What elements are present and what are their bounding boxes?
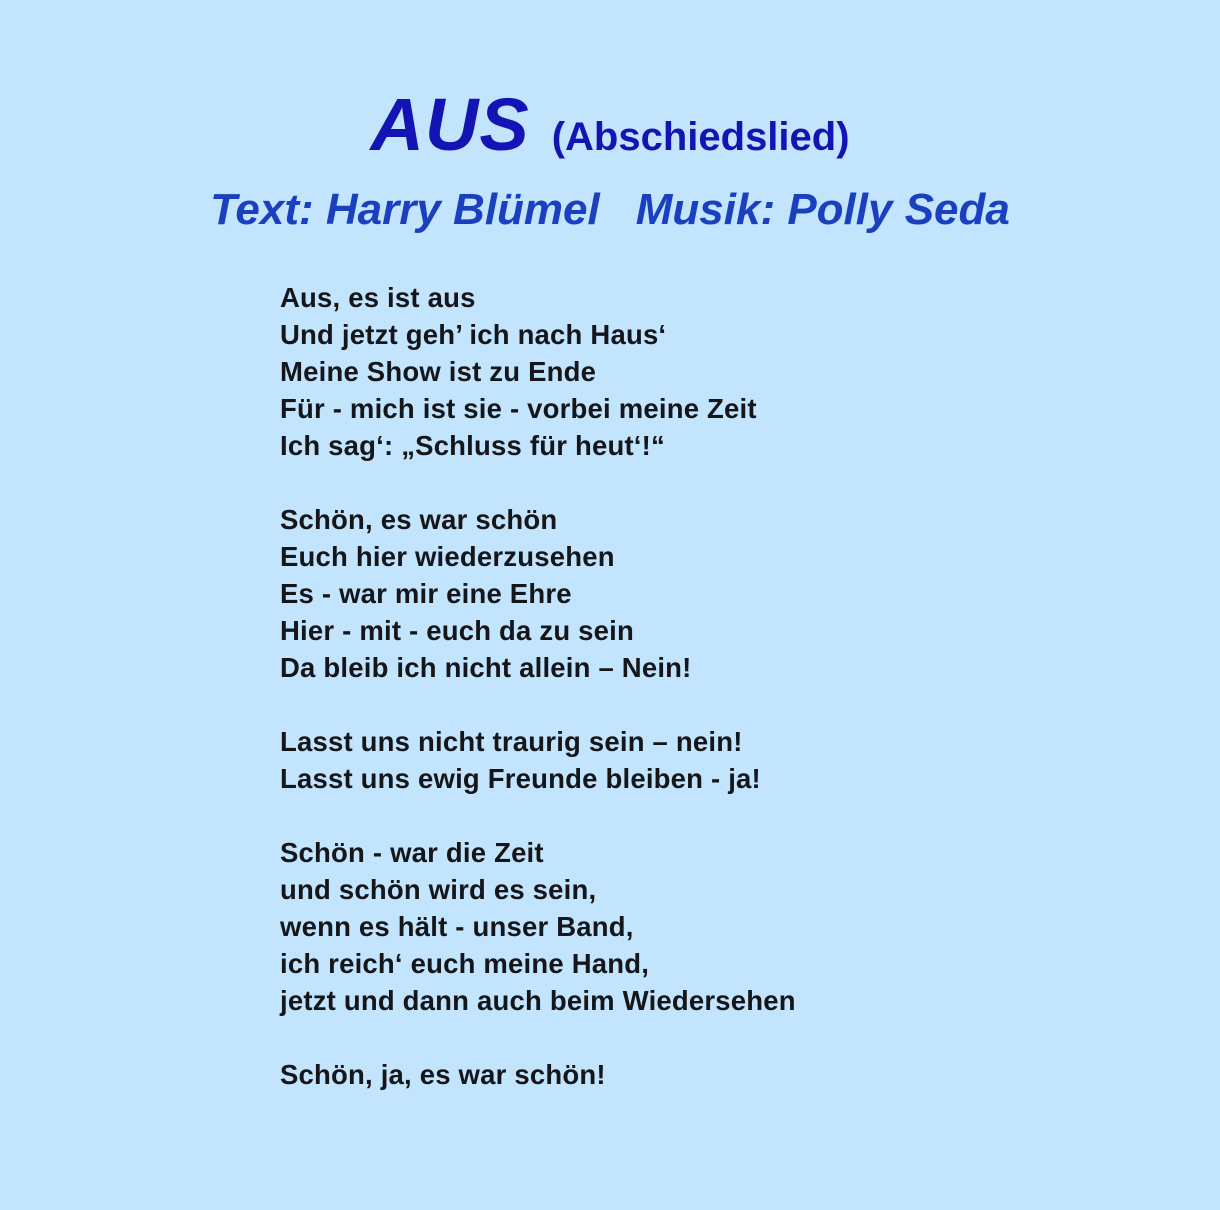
lyrics-stanza <box>280 834 1220 1019</box>
lyrics-line: Und jetzt geh’ ich nach Haus‘ <box>280 319 667 350</box>
lyrics-line: Meine Show ist zu Ende <box>280 356 597 387</box>
lyrics-line: Schön, es war schön <box>280 504 558 535</box>
lyrics-line: Es - war mir eine Ehre <box>280 578 572 609</box>
page-subtitle: (Abschiedslied) <box>551 115 850 159</box>
page-title: AUS <box>370 83 530 166</box>
lyrics-line: jetzt und dann auch beim Wiedersehen <box>280 985 796 1016</box>
lyrics-line: Für - mich ist sie - vorbei meine Zeit <box>280 393 757 424</box>
lyrics-stanza <box>280 1056 1220 1093</box>
lyrics-line: Hier - mit - euch da zu sein <box>280 615 634 646</box>
text-credit: Text: Harry Blümel <box>210 185 600 234</box>
lyrics-line: Da bleib ich nicht allein – Nein! <box>280 652 692 683</box>
credits-line <box>0 185 1220 235</box>
music-credit: Musik: Polly Seda <box>635 185 1010 234</box>
lyrics-line: Schön, ja, es war schön! <box>280 1059 606 1090</box>
lyrics-line: ich reich‘ euch meine Hand, <box>280 948 650 979</box>
lyrics-body <box>0 279 1220 1093</box>
lyrics-line: und schön wird es sein, <box>280 874 597 905</box>
lyrics-line: Schön - war die Zeit <box>280 837 544 868</box>
lyrics-stanza <box>280 279 1220 464</box>
title-block <box>0 0 1220 167</box>
lyrics-stanza <box>280 501 1220 686</box>
lyrics-line: Lasst uns nicht traurig sein – nein! <box>280 726 743 757</box>
lyrics-line: Euch hier wiederzusehen <box>280 541 615 572</box>
lyrics-line: Aus, es ist aus <box>280 282 476 313</box>
lyrics-stanza <box>280 723 1220 797</box>
lyrics-line: wenn es hält - unser Band, <box>280 911 634 942</box>
lyrics-line: Lasst uns ewig Freunde bleiben - ja! <box>280 763 761 794</box>
lyrics-line: Ich sag‘: „Schluss für heut‘!“ <box>280 430 665 461</box>
